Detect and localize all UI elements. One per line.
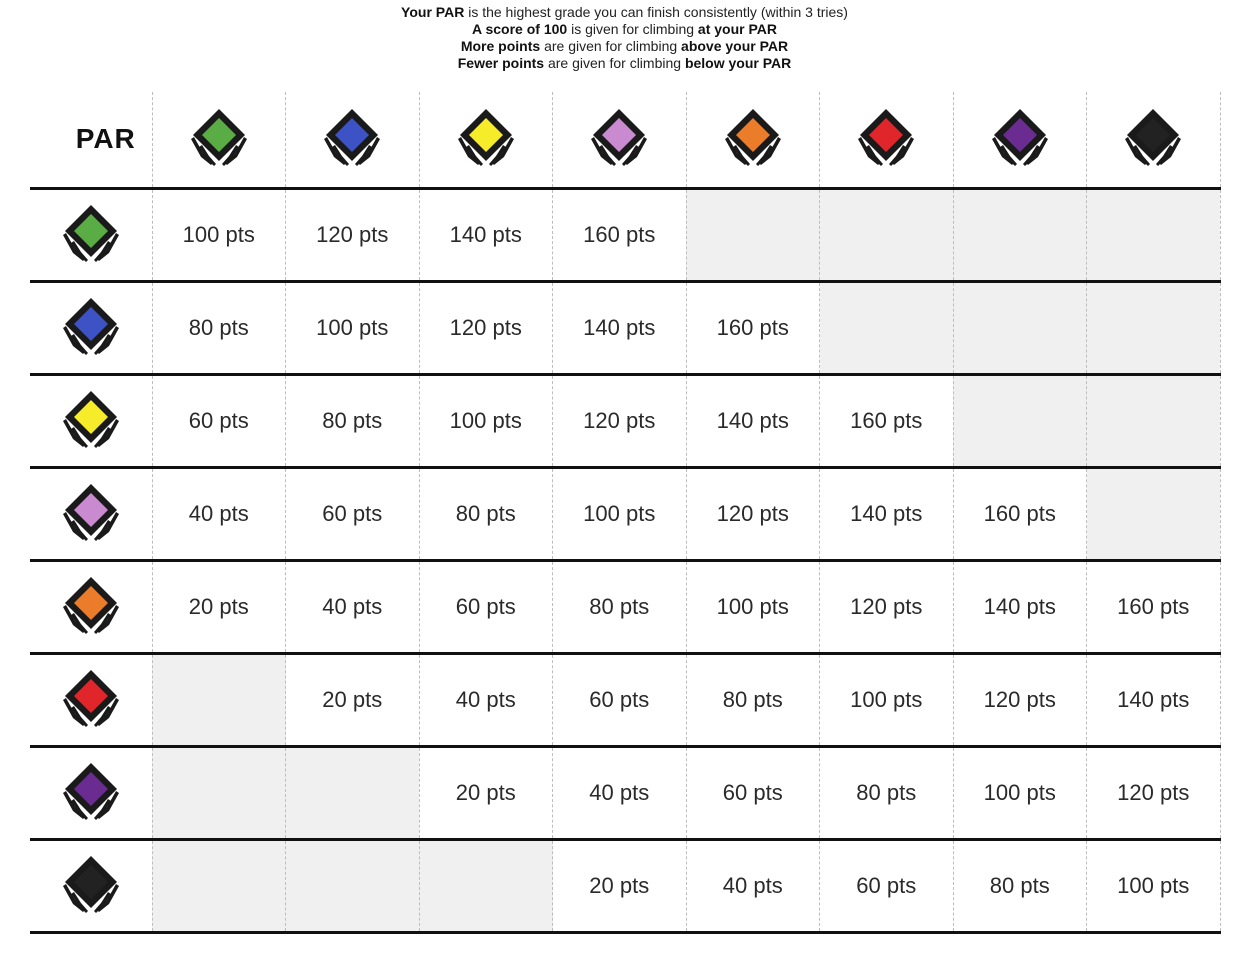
points-cell: 80 pts (419, 467, 553, 560)
header-grade-red (820, 92, 954, 188)
row-par-grade-red (30, 653, 152, 746)
black-grade-icon (59, 854, 123, 918)
empty-cell (953, 281, 1087, 374)
points-cell: 120 pts (953, 653, 1087, 746)
points-cell: 80 pts (686, 653, 820, 746)
points-cell: 140 pts (953, 560, 1087, 653)
empty-cell (152, 653, 286, 746)
red-grade-icon (59, 668, 123, 732)
points-cell: 100 pts (152, 188, 286, 281)
row-par-grade-yellow (30, 374, 152, 467)
points-cell: 60 pts (820, 839, 954, 932)
empty-cell (1087, 467, 1221, 560)
red-grade-icon (854, 107, 918, 171)
legend-line-par: Your PAR is the highest grade you can finish consistently (within 3 tries) (401, 4, 848, 20)
header-grade-yellow (419, 92, 553, 188)
table-row (30, 746, 1220, 839)
points-cell: 60 pts (553, 653, 687, 746)
row-par-grade-pink (30, 467, 152, 560)
points-cell: 60 pts (419, 560, 553, 653)
header-grade-blue (286, 92, 420, 188)
row-par-grade-blue (30, 281, 152, 374)
green-grade-icon (187, 107, 251, 171)
points-cell: 80 pts (286, 374, 420, 467)
points-cell: 60 pts (286, 467, 420, 560)
empty-cell (820, 281, 954, 374)
points-cell: 160 pts (1087, 560, 1221, 653)
black-grade-icon (1121, 107, 1185, 171)
points-cell: 20 pts (286, 653, 420, 746)
points-cell: 40 pts (286, 560, 420, 653)
points-cell: 40 pts (553, 746, 687, 839)
pink-grade-icon (59, 482, 123, 546)
purple-grade-icon (988, 107, 1052, 171)
points-cell: 100 pts (820, 653, 954, 746)
purple-grade-icon (59, 761, 123, 825)
empty-cell (953, 374, 1087, 467)
par-points-table (30, 92, 1221, 934)
row-par-grade-black (30, 839, 152, 932)
points-cell: 60 pts (152, 374, 286, 467)
points-cell: 140 pts (820, 467, 954, 560)
empty-cell (152, 839, 286, 932)
points-cell: 80 pts (553, 560, 687, 653)
par-points-table-container (30, 92, 1220, 934)
table-row (30, 467, 1220, 560)
table-row (30, 188, 1220, 281)
empty-cell (286, 746, 420, 839)
row-par-grade-purple (30, 746, 152, 839)
points-cell: 20 pts (553, 839, 687, 932)
empty-cell (419, 839, 553, 932)
points-cell: 120 pts (820, 560, 954, 653)
points-cell: 120 pts (553, 374, 687, 467)
empty-cell (286, 839, 420, 932)
header-grade-black (1087, 92, 1221, 188)
yellow-grade-icon (59, 389, 123, 453)
table-row (30, 653, 1220, 746)
legend-text (0, 4, 1249, 72)
points-cell: 120 pts (1087, 746, 1221, 839)
row-par-grade-orange (30, 560, 152, 653)
points-cell: 100 pts (953, 746, 1087, 839)
header-grade-green (152, 92, 286, 188)
header-grade-purple (953, 92, 1087, 188)
blue-grade-icon (59, 296, 123, 360)
points-cell: 160 pts (686, 281, 820, 374)
par-header-label: PAR (30, 92, 152, 188)
points-cell: 40 pts (152, 467, 286, 560)
points-cell: 140 pts (686, 374, 820, 467)
points-cell: 140 pts (419, 188, 553, 281)
points-cell: 100 pts (1087, 839, 1221, 932)
points-cell: 20 pts (419, 746, 553, 839)
orange-grade-icon (721, 107, 785, 171)
points-cell: 20 pts (152, 560, 286, 653)
points-cell: 120 pts (286, 188, 420, 281)
points-cell: 80 pts (152, 281, 286, 374)
points-cell: 40 pts (419, 653, 553, 746)
points-cell: 120 pts (686, 467, 820, 560)
legend-line-below-par: Fewer points are given for climbing below your PAR (457, 55, 792, 71)
green-grade-icon (59, 203, 123, 267)
points-cell: 60 pts (686, 746, 820, 839)
legend-line-at-par: A score of 100 is given for climbing at your PAR (471, 21, 777, 37)
points-cell: 100 pts (286, 281, 420, 374)
points-cell: 100 pts (553, 467, 687, 560)
row-par-grade-green (30, 188, 152, 281)
header-grade-orange (686, 92, 820, 188)
blue-grade-icon (320, 107, 384, 171)
points-cell: 140 pts (553, 281, 687, 374)
points-cell: 160 pts (953, 467, 1087, 560)
table-row (30, 374, 1220, 467)
table-row (30, 839, 1220, 932)
empty-cell (1087, 281, 1221, 374)
yellow-grade-icon (454, 107, 518, 171)
points-cell: 140 pts (1087, 653, 1221, 746)
empty-cell (820, 188, 954, 281)
points-cell: 80 pts (820, 746, 954, 839)
legend-line-above-par: More points are given for climbing above your PAR (460, 38, 789, 54)
table-row (30, 281, 1220, 374)
orange-grade-icon (59, 575, 123, 639)
empty-cell (1087, 374, 1221, 467)
empty-cell (953, 188, 1087, 281)
points-cell: 160 pts (553, 188, 687, 281)
points-cell: 160 pts (820, 374, 954, 467)
points-cell: 100 pts (419, 374, 553, 467)
table-row (30, 560, 1220, 653)
points-cell: 120 pts (419, 281, 553, 374)
empty-cell (152, 746, 286, 839)
pink-grade-icon (587, 107, 651, 171)
points-cell: 100 pts (686, 560, 820, 653)
points-cell: 40 pts (686, 839, 820, 932)
empty-cell (1087, 188, 1221, 281)
points-cell: 80 pts (953, 839, 1087, 932)
empty-cell (686, 188, 820, 281)
table-body (30, 188, 1220, 932)
header-grade-pink (553, 92, 687, 188)
header-row (30, 92, 1220, 188)
